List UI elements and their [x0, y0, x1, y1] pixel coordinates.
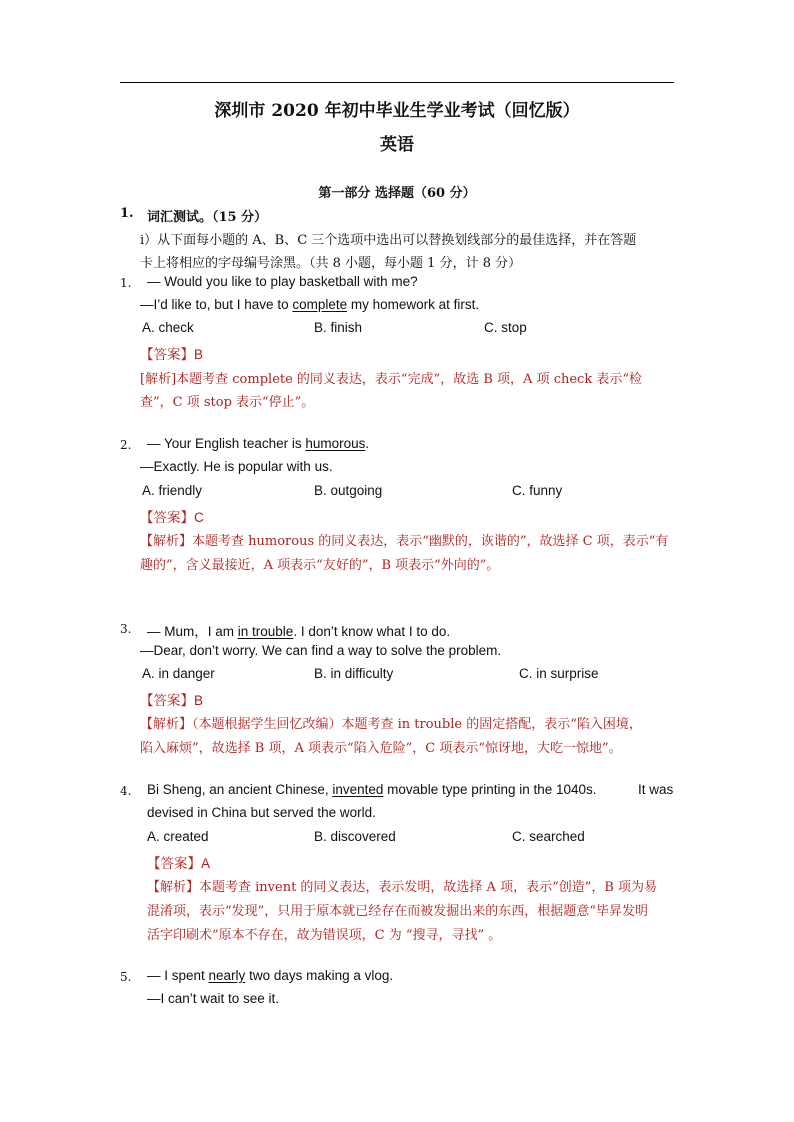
analysis-line: 陷入麻烦”，故选择 B 项，A 项表示“陷入危险”，C 项表示“惊讶地，大吃一惊地”。 — [140, 741, 622, 756]
document-title: 深圳市 2020 年初中毕业生学业考试（回忆版） — [214, 101, 580, 121]
option-a: A. in danger — [142, 666, 215, 681]
option-c: C. in surprise — [519, 666, 599, 681]
analysis-line: 趣的”，含义最接近，A 项表示“友好的”，B 项表示“外向的”。 — [140, 558, 500, 573]
question-line: — Your English teacher is humorous. — [147, 436, 370, 451]
question-line: — Mum，I am in trouble. I don’t know what I to do. — [147, 624, 451, 639]
underlined-word: humorous — [305, 436, 366, 451]
section-number: 1. — [120, 206, 134, 221]
analysis-line: 活字印刷术”原本不存在，故为错误项，C 为 “搜寻，寻找” 。 — [147, 928, 502, 943]
option-b: B. finish — [314, 320, 363, 335]
answer: 【答案】C — [140, 510, 204, 525]
analysis-line: [解析]本题考查 complete 的同义表达，表示“完成”，故选 B 项，A 项 check 表示“检 — [140, 372, 642, 387]
question-line: Bi Sheng, an ancient Chinese, invented movable type printing in the 1040s. — [147, 782, 597, 797]
section-title: 词汇测试。（15 分） — [147, 210, 268, 225]
analysis-line: 【解析】本题考查 invent 的同义表达，表示发明，故选择 A 项，表示“创造”，B 项为易 — [147, 880, 658, 895]
option-b: B. outgoing — [314, 483, 383, 498]
option-a: A. created — [147, 829, 209, 844]
option-b: B. in difficulty — [314, 666, 394, 681]
underlined-word: nearly — [208, 968, 246, 983]
underlined-word: in trouble — [237, 624, 294, 639]
question-line: —I’d like to, but I have to complete my homework at first. — [140, 297, 480, 312]
instruction-line-2: 卡上将相应的字母编号涂黑。（共 8 小题，每小题 1 分，计 8 分） — [140, 256, 522, 271]
header-rule — [120, 82, 674, 83]
instruction-line-1: i）从下面每小题的 A、B、C 三个选项中选出可以替换划线部分的最佳选择，并在答题 — [140, 233, 637, 248]
question-line: devised in China but served the world. — [147, 805, 376, 820]
question-number: 3. — [120, 622, 132, 636]
question-line-tail: It was — [638, 782, 674, 797]
question-line: —Exactly. He is popular with us. — [140, 459, 333, 474]
option-c: C. stop — [484, 320, 527, 335]
option-c: C. funny — [512, 483, 563, 498]
analysis-line: 查”，C 项 stop 表示“停止”。 — [140, 395, 315, 410]
question-number: 2. — [120, 438, 132, 452]
question-line: —I can’t wait to see it. — [147, 991, 280, 1006]
analysis-line: 【解析】本题考查 humorous 的同义表达，表示“幽默的，诙谐的”，故选择 C 项，表示“有 — [140, 534, 669, 549]
answer: 【答案】A — [147, 856, 211, 871]
analysis-line: 混淆项，表示“发现”，只用于原本就已经存在而被发掘出来的东西，根据题意“毕昇发明 — [147, 904, 648, 919]
option-c: C. searched — [512, 829, 585, 844]
underlined-word: invented — [332, 782, 384, 797]
question-number: 1. — [120, 276, 132, 290]
part-heading: 第一部分 选择题（60 分） — [318, 186, 476, 201]
question-line: — I spent nearly two days making a vlog. — [147, 968, 394, 983]
answer: 【答案】B — [140, 347, 204, 362]
question-number: 5. — [120, 970, 132, 984]
question-line: —Dear, don’t worry. We can find a way to solve the problem. — [140, 643, 502, 658]
option-a: A. check — [142, 320, 194, 335]
question-number: 4. — [120, 784, 132, 798]
answer: 【答案】B — [140, 693, 204, 708]
analysis-line: 【解析】（本题根据学生回忆改编）本题考查 in trouble 的固定搭配，表示“陷入困境， — [140, 717, 642, 732]
option-b: B. discovered — [314, 829, 396, 844]
subject-title: 英语 — [380, 135, 414, 155]
question-line: — Would you like to play basketball with me? — [147, 274, 418, 289]
option-a: A. friendly — [142, 483, 203, 498]
underlined-word: complete — [292, 297, 348, 312]
